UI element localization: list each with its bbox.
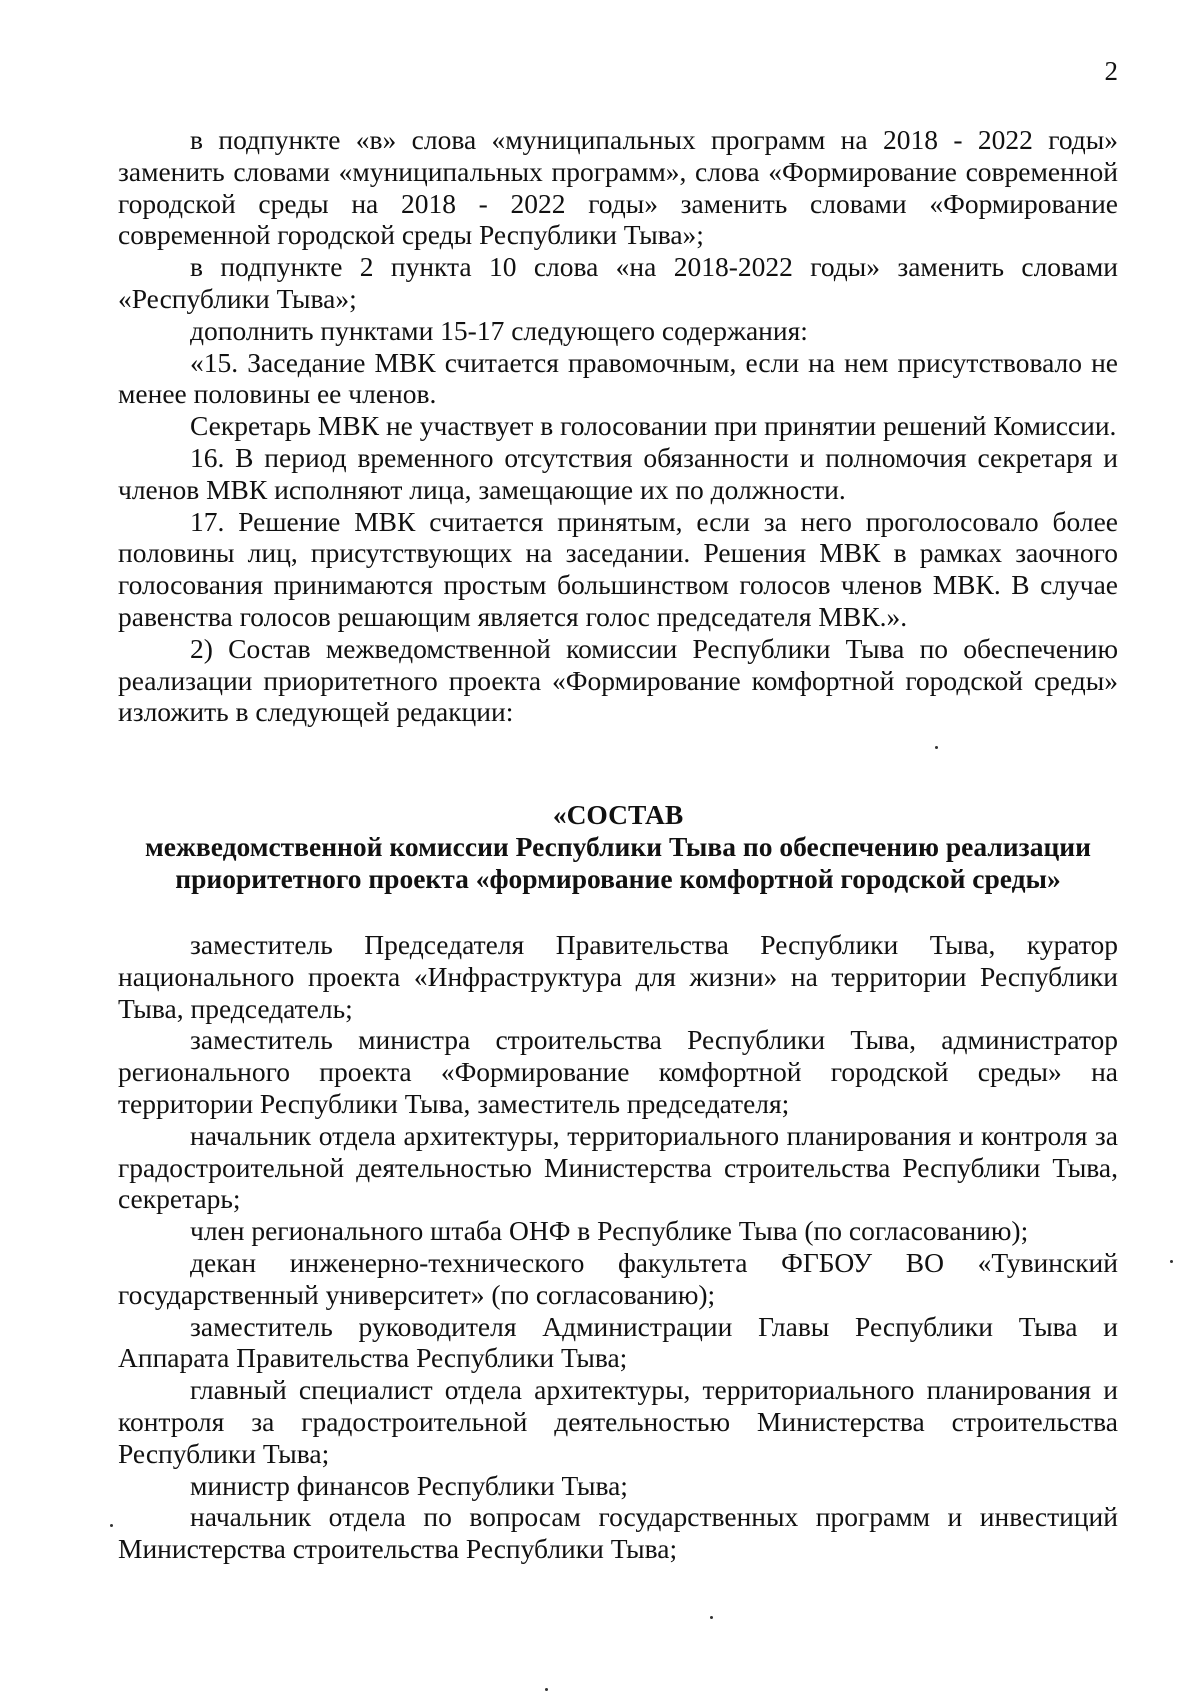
paragraph-composition-intro: 2) Состав межведомственной комиссии Республики Тыва по обеспечению реализации приоритетного проекта «Формирование комфортной городской среды» изложить в следующей редакции: xyxy=(118,632,1118,728)
scan-speck xyxy=(710,1616,713,1619)
member-item: главный специалист отдела архитектуры, территориального планирования и контроля за градостроительной деятельностью Министерства строительства Республики Тыва; xyxy=(118,1374,1118,1469)
amendment-text xyxy=(118,124,1118,728)
paragraph-subpoint-2: в подпункте 2 пункта 10 слова «на 2018-2022 годы» заменить словами «Республики Тыва»; xyxy=(118,251,1118,314)
heading-subtitle-line-1: межведомственной комиссии Республики Тыва по обеспечению реализации xyxy=(145,830,1091,862)
member-item: декан инженерно-технического факультета ФГБОУ ВО «Тувинский государственный университет» (по согласованию); xyxy=(118,1246,1118,1310)
member-item: заместитель руководителя Администрации Главы Республики Тыва и Аппарата Правительства Республики Тыва; xyxy=(118,1310,1118,1374)
member-item: министр финансов Республики Тыва; xyxy=(190,1469,628,1501)
member-item: начальник отдела архитектуры, территориального планирования и контроля за градостроительной деятельностью Министерства строительства Республики Тыва, секретарь; xyxy=(118,1119,1118,1215)
paragraph-point-17: 17. Решение МВК считается принятым, если за него проголосовало более половины лиц, присутствующих на заседании. Решения МВК в рамках заочного голосования принимаются простым большинством голосов членов МВК. В случае равенства голосов решающим является голос председателя МВК.». xyxy=(118,505,1118,632)
paragraph-subpoint-v: в подпункте «в» слова «муниципальных программ на 2018 - 2022 годы» заменить словами «муниципальных программ», слова «Формирование современной городской среды на 2018 - 2022 годы» заменить словами «Формирование современной городской среды Республики Тыва»; xyxy=(118,124,1118,251)
scan-speck xyxy=(935,746,938,749)
page-number: 2 xyxy=(1104,56,1118,86)
heading-subtitle-line-2: приоритетного проекта «формирование комфортной городской среды» xyxy=(175,862,1061,894)
member-item: заместитель Председателя Правительства Республики Тыва, куратор национального проекта «Инфраструктура для жизни» на территории Республики Тыва, председатель; xyxy=(118,929,1118,1024)
composition-heading xyxy=(118,799,1118,894)
paragraph-secretary: Секретарь МВК не участвует в голосовании при принятии решений Комиссии. xyxy=(190,410,1117,442)
member-item: заместитель министра строительства Республики Тыва, администратор регионального проекта «Формирование комфортной городской среды» на территории Республики Тыва, заместитель председателя; xyxy=(118,1024,1118,1119)
paragraph-point-16: 16. В период временного отсутствия обязанности и полномочия секретаря и членов МВК исполняют лица, замещающие их по должности. xyxy=(118,441,1118,505)
member-item: член регионального штаба ОНФ в Республике Тыва (по согласованию); xyxy=(190,1215,1029,1247)
scan-speck xyxy=(110,1524,113,1527)
scan-speck xyxy=(545,1688,548,1691)
member-item: начальник отдела по вопросам государственных программ и инвестиций Министерства строительства Республики Тыва; xyxy=(118,1501,1118,1565)
heading-title: «СОСТАВ xyxy=(552,799,684,830)
scan-speck xyxy=(1170,1260,1173,1263)
members-list xyxy=(118,929,1118,1565)
paragraph-point-15: «15. Заседание МВК считается правомочным, если на нем присутствовало не менее половины ее членов. xyxy=(118,346,1118,410)
paragraph-add-points: дополнить пунктами 15-17 следующего содержания: xyxy=(190,314,808,346)
